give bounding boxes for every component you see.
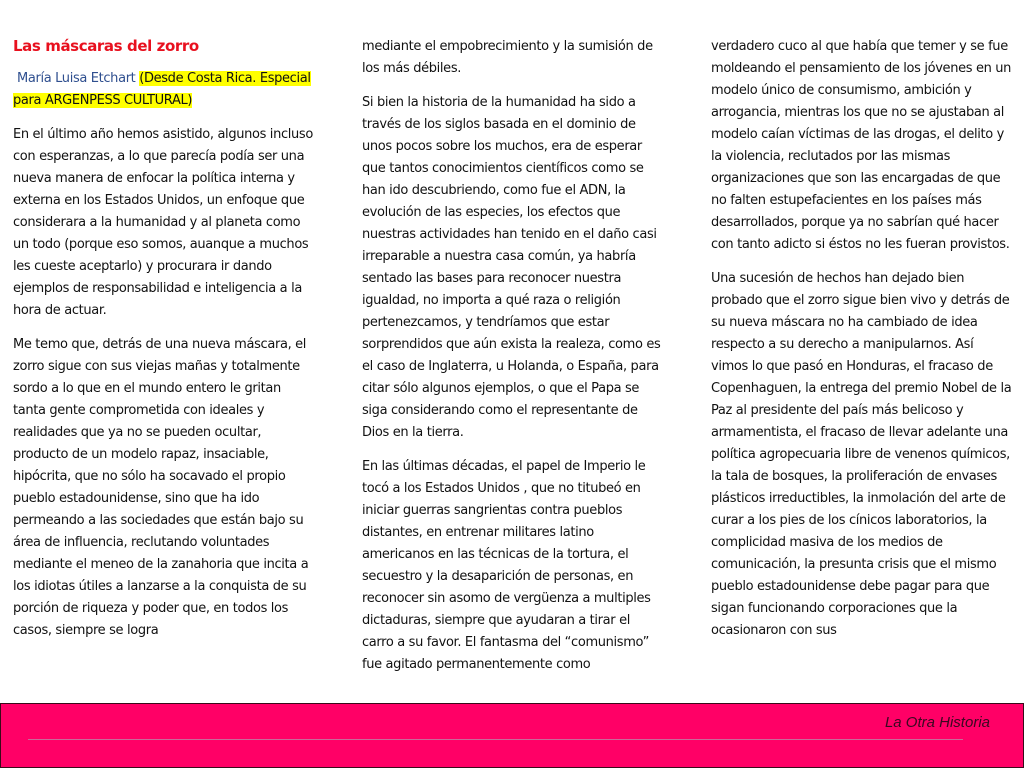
paragraph: mediante el empobrecimiento y la sumisión de los más débiles. — [362, 39, 653, 76]
article-column-1 — [13, 36, 315, 654]
paragraph: verdadero cuco al que había que temer y se fue moldeando el pensamiento de los jóvenes en un modelo único de consumismo, ambición y arrogancia, mientras los que no se ajustaban al modelo caían víctimas de las drogas, el delito y la violencia, reclutados por las mismas organizaciones que son las encargadas de que no falten estupefacientes en los países más desarrollados, porque ya no sabrían qué hacer con tanto adicto si éstos no les fueran provistos. — [711, 39, 1012, 252]
paragraph: Me temo que, detrás de una nueva máscara, el zorro sigue con sus viejas mañas y totalmente sordo a lo que en el mundo entero le gritan tanta gente comprometida con ideales y realidades que ya no se pueden ocultar, producto de un modelo rapaz, insaciable, hipócrita, que no sólo ha socavado el propio pueblo estadounidense, sino que ha ido permeando a las sociedades que están bajo su área de influencia, reclutando voluntades mediante el meneo de la zanahoria que incita a los idiotas útiles a lanzarse a la conquista de su porción de riqueza y poder que, en todos los casos, siempre se logra — [13, 337, 309, 638]
article-column-3 — [711, 36, 1013, 654]
article-title: Las máscaras del zorro — [13, 37, 199, 55]
paragraph: Una sucesión de hechos han dejado bien probado que el zorro sigue bien vivo y detrás de su nueva máscara no ha cambiado de idea respecto a su derecho a manipularnos. Así vimos lo que pasó en Honduras, el fracaso de Copenhaguen, la entrega del premio Nobel de la Paz al presidente del país más belicoso y armamentista, el fracaso de llevar adelante una política agropecuaria libre de venenos químicos, la tala de bosques, la proliferación de envases plásticos irreductibles, la inmolación del arte de curar a los pies de los cínicos laboratorios, la complicidad masiva de los medios de comunicación, la presunta crisis que el mismo pueblo estadounidense debe pagar para que sigan funcionando corporaciones que la ocasionaron con sus — [711, 271, 1012, 638]
footer-title: La Otra Historia — [884, 714, 990, 731]
article-column-2 — [362, 36, 664, 688]
footer-banner — [0, 703, 1024, 768]
author-name: María Luisa Etchart — [17, 71, 136, 86]
paragraph: En el último año hemos asistido, algunos incluso con esperanzas, a lo que parecía podía ser una nueva manera de enfocar la política interna y externa en los Estados Unidos, un enfoque que considerara a la humanidad y al planeta como un todo (porque eso somos, auanque a muchos les cueste aceptarlo) y procurara ir dando ejemplos de responsabilidad e inteligencia a la hora de actuar. — [13, 127, 313, 318]
byline — [13, 68, 315, 112]
source-note: (Desde Costa Rica. Especial para ARGENPESS CULTURAL) — [13, 71, 311, 108]
paragraph: Si bien la historia de la humanidad ha sido a través de los siglos basada en el dominio de unos pocos sobre los muchos, era de esperar que tantos conocimientos científicos como se han ido descubriendo, como fue el ADN, la evolución de las especies, los efectos que nuestras actividades han tenido en el daño casi irreparable a nuestra casa común, ya habría sentado las bases para reconocer nuestra igualdad, no importa a qué raza o religión pertenezcamos, y tendríamos que estar sorprendidos que aún exista la realeza, como es el caso de Inglaterra, u Holanda, o España, para citar sólo algunos ejemplos, o que el Papa se siga considerando como el representante de Dios en la tierra. — [362, 95, 661, 440]
paragraph: En las últimas décadas, el papel de Imperio le tocó a los Estados Unidos , que no titubeó en iniciar guerras sangrientas contra pueblos distantes, en entrenar militares latino americanos en las técnicas de la tortura, el secuestro y la desaparición de personas, en reconocer sin asomo de vergüenza a multiples dictaduras, siempre que ayudaran a tirar el carro a su favor. El fantasma del “comunismo” fue agitado permanentemente como — [362, 459, 651, 672]
footer-divider — [28, 739, 963, 740]
